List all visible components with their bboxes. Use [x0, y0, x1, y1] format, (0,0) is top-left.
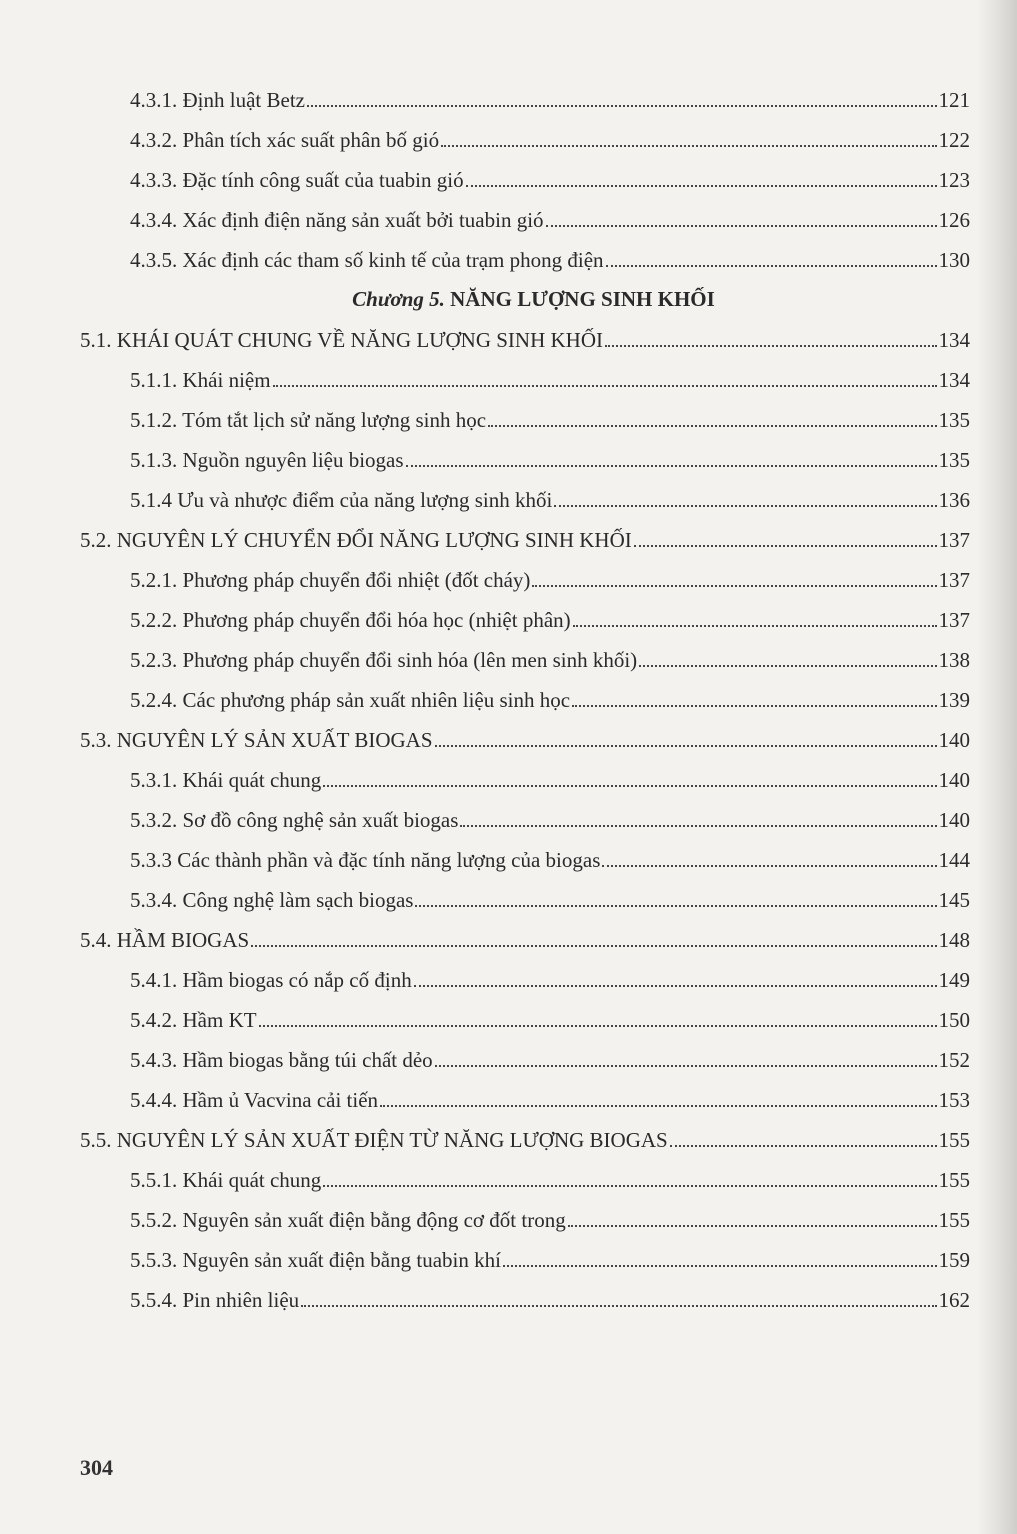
- toc-subsection-row: [0, 360, 970, 400]
- toc-subsection-row: [0, 880, 970, 920]
- toc-subsection-row: [0, 160, 970, 200]
- toc-entry-page: 148: [938, 928, 970, 952]
- toc-entry-label: 5.2.4. Các phương pháp sản xuất nhiên liệu sinh học: [130, 688, 571, 712]
- toc-entry-page: 155: [938, 1128, 970, 1152]
- toc-subsection-row: [0, 480, 970, 520]
- dot-leader: [259, 1025, 937, 1027]
- toc-section-row: [0, 720, 970, 760]
- toc-entry-page: 136: [938, 488, 970, 512]
- toc-entry-page: 155: [938, 1208, 970, 1232]
- toc-subsection-row: [0, 840, 970, 880]
- toc-entry-label: 5.3.3 Các thành phần và đặc tính năng lượng của biogas: [130, 848, 601, 872]
- toc-entry-page: 123: [938, 168, 970, 192]
- dot-leader: [602, 865, 936, 867]
- chapter-title: NĂNG LƯỢNG SINH KHỐI: [450, 287, 715, 311]
- toc-entry-label: 4.3.5. Xác định các tham số kinh tế của trạm phong điện: [130, 248, 604, 272]
- toc-entry-label: 5.4.4. Hầm ủ Vacvina cải tiến: [130, 1088, 379, 1112]
- toc-subsection-row: [0, 800, 970, 840]
- toc-entry-label: 5.1.3. Nguồn nguyên liệu biogas: [130, 448, 404, 472]
- toc-subsection-row: [0, 1280, 970, 1320]
- toc-subsection-row: [0, 200, 970, 240]
- toc-entry-page: 155: [938, 1168, 970, 1192]
- page-number: 304: [80, 1455, 113, 1480]
- chapter-prefix: Chương 5.: [352, 287, 445, 311]
- toc-entry-label: 5.1.4 Ưu và nhược điểm của năng lượng sinh khối: [130, 488, 553, 512]
- toc-subsection-row: [0, 600, 970, 640]
- toc-entry-label: 5.4.2. Hầm KT: [130, 1008, 257, 1032]
- toc-entry-page: 137: [938, 568, 970, 592]
- toc-subsection-row: [0, 640, 970, 680]
- dot-leader: [532, 585, 936, 587]
- toc-entry-label: 4.3.1. Định luật Betz: [130, 88, 305, 112]
- dot-leader: [406, 465, 937, 467]
- dot-leader: [435, 745, 937, 747]
- toc-entry-page: 140: [938, 808, 970, 832]
- toc-entry-page: 145: [938, 888, 970, 912]
- dot-leader: [488, 425, 936, 427]
- toc-entry-label: 5.1.1. Khái niệm: [130, 368, 271, 392]
- dot-leader: [251, 945, 936, 947]
- dot-leader: [466, 185, 937, 187]
- toc-entry-page: 150: [938, 1008, 970, 1032]
- toc-subsection-row: [0, 440, 970, 480]
- toc-subsection-row: [0, 120, 970, 160]
- dot-leader: [572, 705, 936, 707]
- toc-entry-label: 5.2.1. Phương pháp chuyển đổi nhiệt (đốt cháy): [130, 568, 531, 592]
- dot-leader: [568, 1225, 937, 1227]
- dot-leader: [670, 1145, 937, 1147]
- dot-leader: [441, 145, 936, 147]
- toc-entry-label: 5.5.2. Nguyên sản xuất điện bằng động cơ đốt trong: [130, 1208, 566, 1232]
- toc-entry-page: 144: [938, 848, 970, 872]
- toc-subsection-row: [0, 680, 970, 720]
- toc-subsection-row: [0, 1080, 970, 1120]
- toc-entry-page: 152: [938, 1048, 970, 1072]
- toc-subsection-row: [0, 1160, 970, 1200]
- toc-entry-page: 140: [938, 768, 970, 792]
- dot-leader: [546, 225, 937, 227]
- toc-entry-label: 5.2.2. Phương pháp chuyển đổi hóa học (nhiệt phân): [130, 608, 571, 632]
- toc-entry-label: 5.3.4. Công nghệ làm sạch biogas: [130, 888, 414, 912]
- toc-entry-label: 5.5. NGUYÊN LÝ SẢN XUẤT ĐIỆN TỪ NĂNG LƯỢNG BIOGAS: [80, 1128, 668, 1152]
- toc-entry-label: 5.5.4. Pin nhiên liệu: [130, 1288, 300, 1312]
- toc-entry-page: 130: [938, 248, 970, 272]
- toc-entry-label: 4.3.3. Đặc tính công suất của tuabin gió: [130, 168, 464, 192]
- toc-entry-label: 5.2.3. Phương pháp chuyển đổi sinh hóa (lên men sinh khối): [130, 648, 638, 672]
- toc-entry-page: 140: [938, 728, 970, 752]
- toc-entry-page: 149: [938, 968, 970, 992]
- dot-leader: [460, 825, 936, 827]
- toc-subsection-row: [0, 1000, 970, 1040]
- toc-entry-label: 5.3. NGUYÊN LÝ SẢN XUẤT BIOGAS: [80, 728, 433, 752]
- toc-entry-page: 153: [938, 1088, 970, 1112]
- toc-subsection-row: [0, 1040, 970, 1080]
- chapter-heading: [0, 280, 1017, 320]
- table-of-contents: [0, 80, 1017, 1320]
- dot-leader: [435, 1065, 937, 1067]
- toc-subsection-row: [0, 240, 970, 280]
- toc-entry-label: 5.2. NGUYÊN LÝ CHUYỂN ĐỔI NĂNG LƯỢNG SINH KHỐI: [80, 528, 632, 552]
- toc-entry-page: 139: [938, 688, 970, 712]
- toc-subsection-row: [0, 760, 970, 800]
- dot-leader: [503, 1265, 937, 1267]
- dot-leader: [323, 785, 936, 787]
- toc-entry-label: 4.3.2. Phân tích xác suất phân bố gió: [130, 128, 440, 152]
- toc-section-row: [0, 920, 970, 960]
- toc-entry-label: 5.3.2. Sơ đồ công nghệ sản xuất biogas: [130, 808, 459, 832]
- toc-entry-page: 126: [938, 208, 970, 232]
- toc-entry-label: 4.3.4. Xác định điện năng sản xuất bởi tuabin gió: [130, 208, 544, 232]
- toc-entry-page: 162: [938, 1288, 970, 1312]
- toc-entry-page: 138: [938, 648, 970, 672]
- dot-leader: [380, 1105, 936, 1107]
- toc-entry-page: 134: [938, 368, 970, 392]
- dot-leader: [323, 1185, 936, 1187]
- toc-subsection-row: [0, 80, 970, 120]
- toc-entry-page: 122: [938, 128, 970, 152]
- dot-leader: [639, 665, 936, 667]
- toc-entry-label: 5.5.1. Khái quát chung: [130, 1168, 322, 1192]
- dot-leader: [606, 265, 937, 267]
- toc-section-row: [0, 1120, 970, 1160]
- dot-leader: [415, 905, 936, 907]
- toc-entry-page: 135: [938, 408, 970, 432]
- toc-entry-page: 159: [938, 1248, 970, 1272]
- dot-leader: [307, 105, 937, 107]
- dot-leader: [301, 1305, 936, 1307]
- dot-leader: [573, 625, 937, 627]
- dot-leader: [605, 345, 937, 347]
- toc-subsection-row: [0, 960, 970, 1000]
- toc-subsection-row: [0, 560, 970, 600]
- toc-entry-page: 134: [938, 328, 970, 352]
- toc-subsection-row: [0, 1240, 970, 1280]
- toc-section-row: [0, 520, 970, 560]
- toc-subsection-row: [0, 400, 970, 440]
- toc-entry-page: 137: [938, 608, 970, 632]
- toc-entry-page: 135: [938, 448, 970, 472]
- dot-leader: [273, 385, 937, 387]
- toc-entry-label: 5.4. HẦM BIOGAS: [80, 928, 250, 952]
- toc-entry-label: 5.4.1. Hầm biogas có nắp cố định: [130, 968, 412, 992]
- toc-entry-label: 5.5.3. Nguyên sản xuất điện bằng tuabin khí: [130, 1248, 501, 1272]
- toc-entry-label: 5.1.2. Tóm tắt lịch sử năng lượng sinh học: [130, 408, 487, 432]
- toc-entry-page: 137: [938, 528, 970, 552]
- toc-entry-page: 121: [938, 88, 970, 112]
- dot-leader: [554, 505, 936, 507]
- toc-entry-label: 5.4.3. Hầm biogas bằng túi chất dẻo: [130, 1048, 433, 1072]
- toc-entry-label: 5.1. KHÁI QUÁT CHUNG VỀ NĂNG LƯỢNG SINH KHỐI: [80, 328, 603, 352]
- toc-entry-label: 5.3.1. Khái quát chung: [130, 768, 322, 792]
- dot-leader: [414, 985, 937, 987]
- toc-subsection-row: [0, 1200, 970, 1240]
- dot-leader: [634, 545, 937, 547]
- toc-section-row: [0, 320, 970, 360]
